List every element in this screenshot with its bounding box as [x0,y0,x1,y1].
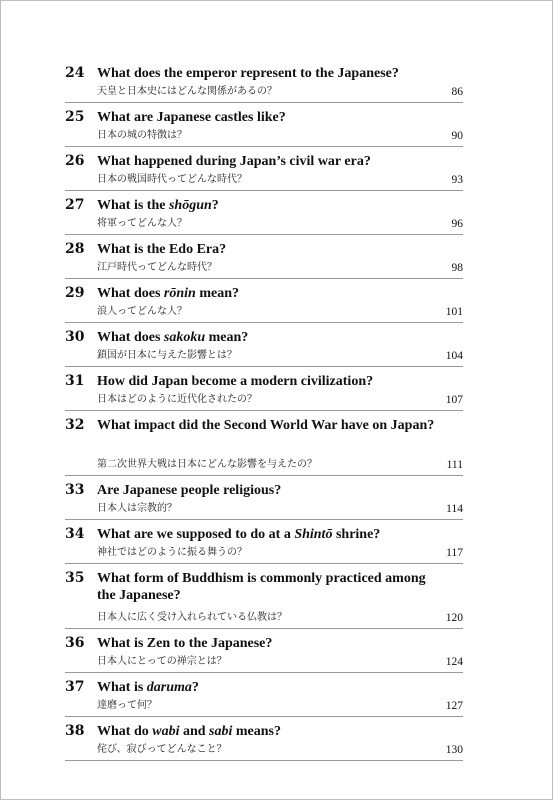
toc-entry [65,482,463,520]
entry-number: 28 [65,241,85,257]
entry-page-number: 111 [446,459,463,471]
entry-number: 24 [65,65,85,81]
entry-title: What is the Edo Era? [97,242,227,257]
title-text: ? [191,680,199,695]
toc-entry [65,373,463,411]
entry-number: 27 [65,197,85,213]
entry-number: 31 [65,373,85,389]
entry-title: What are Japanese castles like? [97,110,286,125]
entry-page-number: 93 [451,174,463,186]
entry-japanese-subtitle: 第二次世界大戦は日本にどんな影響を与えたの？ [97,459,317,470]
entry-japanese-subtitle: 天皇と日本史にはどんな関係があるの？ [97,86,277,97]
title-emphasis: rōnin [163,286,196,301]
entry-number: 32 [65,417,85,433]
title-emphasis: Shintō [294,527,333,542]
entry-title: What happened during Japan’s civil war era? [97,154,371,169]
toc-entry [65,417,463,476]
title-text: ? [211,198,219,213]
entry-page-number: 120 [445,612,463,624]
entry-number: 30 [65,329,85,345]
toc-entry [65,65,463,103]
entry-page-number: 117 [446,547,463,559]
entry-title [97,329,437,346]
entry-japanese-subtitle: 日本人は宗教的？ [97,503,177,514]
entry-number: 35 [65,570,85,586]
entry-title: How did Japan become a modern civilization? [97,374,374,389]
entry-page-number: 98 [451,262,463,274]
title-text: What does [97,286,164,301]
entry-page-number: 90 [451,130,463,142]
entry-number: 36 [65,635,85,651]
entry-title: What form of Buddhism is commonly practiced among the Japanese? [97,571,426,603]
entry-japanese-subtitle: 侘び、寂びってどんなこと？ [97,744,227,755]
entry-japanese-subtitle: 日本はどのように近代化されたの？ [97,394,257,405]
entry-japanese-subtitle: 達磨って何？ [97,700,157,711]
title-emphasis: daruma [146,680,192,695]
toc-entry [65,570,463,629]
toc-entry [65,635,463,673]
title-text: What are we supposed to do at a [97,527,295,542]
entry-japanese-subtitle: 日本人にとっての禅宗とは？ [97,656,227,667]
entry-japanese-subtitle: 江戸時代ってどんな時代？ [97,262,217,273]
entry-title: What does the emperor represent to the Japanese? [97,66,399,81]
title-text: mean? [195,286,239,301]
entry-title: What is Zen to the Japanese? [97,636,273,651]
entry-number: 38 [65,723,85,739]
entry-page-number: 107 [445,394,463,406]
toc-entry [65,153,463,191]
entry-title [97,723,437,740]
entry-japanese-subtitle: 日本の城の特徴は？ [97,130,187,141]
entry-title [97,526,437,543]
entry-title [97,679,437,696]
title-text: means? [232,724,282,739]
entry-page-number: 127 [445,700,463,712]
entry-page-number: 101 [445,306,463,318]
entry-page-number: 124 [445,656,463,668]
title-text: What is the [97,198,169,213]
entry-number: 29 [65,285,85,301]
entry-number: 33 [65,482,85,498]
entry-page-number: 114 [446,503,463,515]
toc-entry [65,329,463,367]
entry-japanese-subtitle: 神社ではどのように振る舞うの？ [97,547,247,558]
entry-japanese-subtitle: 鎖国が日本に与えた影響とは？ [97,350,237,361]
entry-number: 26 [65,153,85,169]
entry-page-number: 130 [445,744,463,756]
entry-title [97,197,437,214]
entry-title: Are Japanese people religious? [97,483,282,498]
entry-japanese-subtitle: 日本の戦国時代ってどんな時代？ [97,174,247,185]
toc-entry [65,285,463,323]
title-emphasis: sabi [209,724,233,739]
title-text: shrine? [332,527,381,542]
entry-number: 37 [65,679,85,695]
entry-japanese-subtitle: 将軍ってどんな人？ [97,218,187,229]
entry-page-number: 96 [451,218,463,230]
entry-japanese-subtitle: 浪人ってどんな人？ [97,306,187,317]
title-emphasis: shōgun [168,198,212,213]
entry-japanese-subtitle: 日本人に広く受け入れられている仏教は？ [97,612,287,623]
entry-title [97,285,437,302]
title-text: What is [97,680,147,695]
table-of-contents [65,65,463,767]
toc-entry [65,679,463,717]
title-text: mean? [205,330,249,345]
title-text: What does [97,330,164,345]
toc-entry [65,526,463,564]
entry-page-number: 104 [445,350,463,362]
title-text: What do [97,724,153,739]
entry-number: 25 [65,109,85,125]
entry-page-number: 86 [451,86,463,98]
title-emphasis: sakoku [163,330,206,345]
toc-entry [65,723,463,761]
title-text: and [179,724,210,739]
entry-number: 34 [65,526,85,542]
toc-entry [65,109,463,147]
toc-entry [65,241,463,279]
title-emphasis: wabi [152,724,180,739]
toc-entry [65,197,463,235]
entry-title: What impact did the Second World War have on Japan? [97,418,435,433]
